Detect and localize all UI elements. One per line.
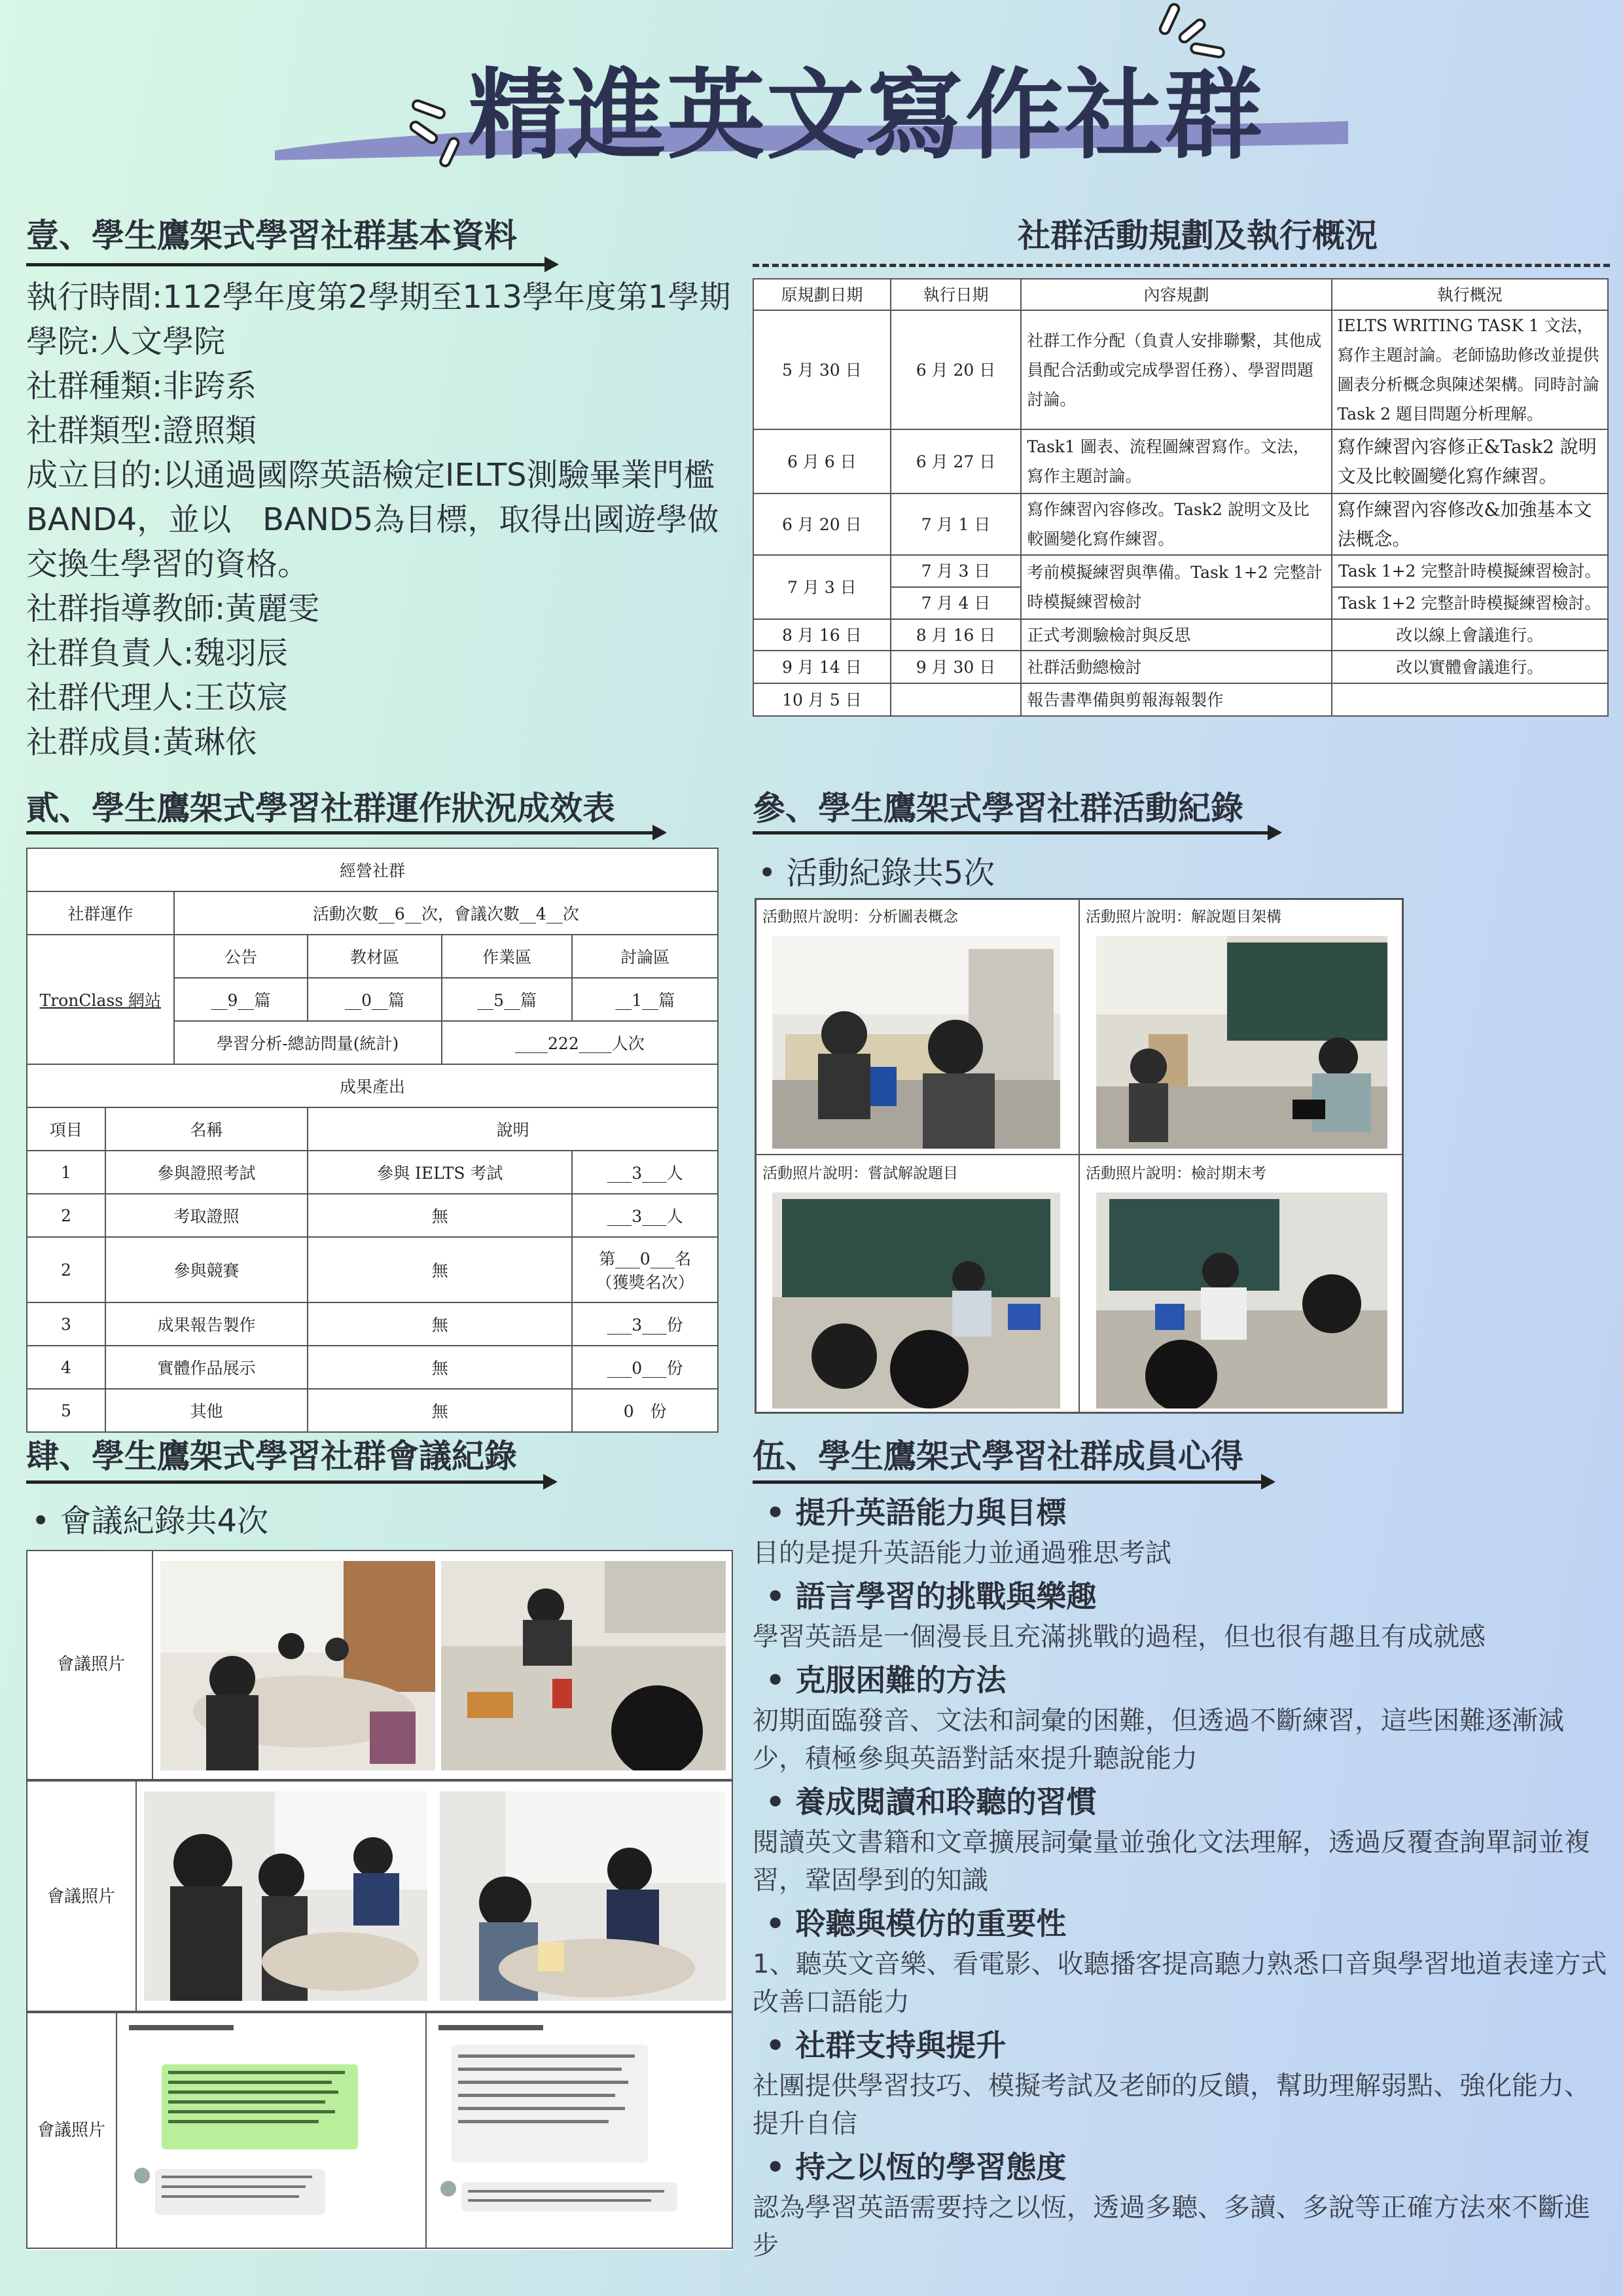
exec-date: 7 月 3 日 [891,555,1022,587]
info-advisor: 社群指導教師:黃麗雯 [26,590,320,627]
activity-photo [772,1193,1060,1408]
photo-caption: 活動照片說明：檢討期末考 [1086,1165,1266,1182]
reflection-body: 目的是提升英語能力並通過雅思考試 [753,1538,1171,1568]
section5-heading: 伍、學生鷹架式學習社群成員心得 [753,1437,1243,1475]
exec-date [891,683,1022,716]
exec-date: 9 月 30 日 [891,651,1022,683]
out-name: 考取證照 [105,1194,308,1237]
out-value-note: （獲獎名次） [596,1273,694,1292]
section3-heading: 參、學生鷹架式學習社群活動紀錄 [753,789,1243,827]
plan-content: 社群活動總檢討 [1021,651,1331,683]
area-header: 討論區 [572,935,718,978]
reflection-heading: • 養成閱讀和聆聽的習慣 [766,1784,1097,1820]
out-desc: 無 [308,1389,572,1432]
exec-status: 改以實體會議進行。 [1332,651,1608,683]
exec-status: 寫作練習內容修改&加強基本文法概念。 [1332,493,1608,555]
plan-content: Task1 圖表、流程圖練習寫作。文法，寫作主題討論。 [1021,429,1331,493]
section2-arrow [26,831,664,834]
site-name: TronClass 網站 [27,935,174,1064]
out-desc: 無 [308,1237,572,1302]
out-desc: 參與 IELTS 考試 [308,1151,572,1194]
info-college: 學院:人文學院 [26,323,226,360]
area-count: __0__篇 [308,978,442,1021]
out-header: 名稱 [105,1107,308,1151]
ops-label: 社群運作 [27,891,174,935]
reflection-body: 閱讀英文書籍和文章擴展詞彙量並強化文法理解，透過反覆查詢單詞並複習，鞏固學到的知識 [753,1827,1590,1895]
reflection-body: 學習英語是一個漫長且充滿挑戰的過程，但也很有趣且有成就感 [753,1622,1486,1652]
out-name: 實體作品展示 [105,1346,308,1389]
section2-heading: 貳、學生鷹架式學習社群運作狀況成效表 [26,789,615,827]
meeting-photo [160,1561,435,1770]
plan-content: 報告書準備與剪報海報製作 [1021,683,1331,716]
photo-caption: 活動照片說明：分析圖表概念 [762,908,958,925]
plan-col-header: 內容規劃 [1021,279,1331,310]
section4-heading: 肆、學生鷹架式學習社群會議紀錄 [26,1437,517,1475]
out-value: 0 份 [572,1389,718,1432]
reflection-heading: • 克服困難的方法 [766,1662,1007,1698]
meeting-photo [440,1791,726,2001]
plan-content: 社群工作分配（負責人安排聯繫，其他成員配合活動或完成學習任務）、學習問題討論。 [1021,310,1331,429]
plan-date: 9 月 14 日 [753,651,891,683]
plan-content: 寫作練習內容修改。Task2 說明文及比較圖變化寫作練習。 [1021,493,1331,555]
activity-photo [1096,1193,1387,1408]
meeting-photo-label: 會議照片 [37,2121,106,2140]
plan-content: 考前模擬練習與準備。Task 1+2 完整計時模擬練習檢討 [1021,555,1331,619]
out-name: 參與競賽 [105,1237,308,1302]
chat-screenshot [432,2018,728,2244]
activity-photo [1096,936,1387,1149]
plan-date: 6 月 20 日 [753,493,891,555]
plan-date: 8 月 16 日 [753,619,891,651]
plan-content: 正式考測驗檢討與反思 [1021,619,1331,651]
area-count: __1__篇 [572,978,718,1021]
exec-date: 6 月 20 日 [891,310,1022,429]
info-purpose: 成立目的:以通過國際英語檢定IELTS測驗畢業門檻BAND4，並以 BAND5為目標，取得出國遊學做交換生學習的資格。 [26,457,719,583]
ops-value: 活動次數__6__次，會議次數__4__次 [174,891,718,935]
exec-status: Task 1+2 完整計時模擬練習檢討。 [1332,555,1608,587]
reflection-body: 社團提供學習技巧、模擬考試及老師的反饋，幫助理解弱點、強化能力、提升自信 [753,2071,1590,2139]
plan-col-header: 原規劃日期 [753,279,891,310]
meeting-photo-label: 會議照片 [47,1887,116,1907]
info-leader: 社群負責人:魏羽辰 [26,635,289,672]
exec-status: IELTS WRITING TASK 1 文法，寫作主題討論。老師協助修改並提供圖表分析概念與陳述架構。同時討論 Task 2 題目問題分析理解。 [1332,310,1608,429]
activity-photo [772,936,1060,1149]
plan-date: 7 月 3 日 [753,555,891,619]
plan-date: 10 月 5 日 [753,683,891,716]
reflection-heading: • 語言學習的挑戰與樂趣 [766,1579,1097,1614]
activity-photo-grid [755,898,1404,1414]
out-name: 參與證照考試 [105,1151,308,1194]
out-value: ___0___份 [572,1346,718,1389]
out-no: 2 [27,1237,105,1302]
out-value [572,1237,718,1302]
ops-title: 經營社群 [27,848,718,891]
analysis-label: 學習分析-總訪問量(統計) [174,1021,442,1064]
chat-screenshot [122,2018,420,2244]
reflection-heading: • 提升英語能力與目標 [766,1495,1067,1530]
out-value: ___3___份 [572,1302,718,1346]
photo-caption: 活動照片說明：解說題目架構 [1086,908,1281,925]
out-desc: 無 [308,1346,572,1389]
exec-date: 8 月 16 日 [891,619,1022,651]
area-header: 公告 [174,935,308,978]
out-desc: 無 [308,1302,572,1346]
plan-date: 5 月 30 日 [753,310,891,429]
reflection-heading: • 聆聽與模仿的重要性 [766,1906,1067,1941]
reflection-heading: • 社群支持與提升 [766,2028,1007,2063]
out-no: 4 [27,1346,105,1389]
exec-date: 7 月 1 日 [891,493,1022,555]
plan-col-header: 執行概況 [1332,279,1608,310]
exec-status: Task 1+2 完整計時模擬練習檢討。 [1332,587,1608,619]
info-kind: 社群種類:非跨系 [26,368,257,404]
activity-count: • 活動紀錄共5次 [758,855,995,891]
out-desc: 無 [308,1194,572,1237]
plan-table [753,278,1609,717]
operation-table [26,848,719,1433]
meeting-photo [441,1561,726,1770]
info-deputy: 社群代理人:王苡宸 [26,679,289,716]
area-count: __5__篇 [442,978,573,1021]
out-value: ___3___人 [572,1151,718,1194]
reflection-body: 初期面臨發音、文法和詞彙的困難，但透過不斷練習，這些困難逐漸減少，積極參與英語對話來提升聽說能力 [753,1706,1564,1774]
sparkle-left-icon [406,98,484,170]
reflection-body: 1、聽英文音樂、看電影、收聽播客提高聽力熟悉口音與學習地道表達方式改善口語能力 [753,1949,1607,2017]
output-title: 成果產出 [27,1064,718,1107]
out-no: 3 [27,1302,105,1346]
out-name: 成果報告製作 [105,1302,308,1346]
meeting-photo-label: 會議照片 [57,1655,126,1674]
area-header: 教材區 [308,935,442,978]
sparkle-right-icon [1152,0,1230,72]
plan-col-header: 執行日期 [891,279,1022,310]
meeting-photo [144,1791,427,2001]
analysis-value: ____222____人次 [442,1021,718,1064]
reflection-heading: • 持之以恆的學習態度 [766,2149,1067,2185]
plan-date: 6 月 6 日 [753,429,891,493]
meeting-count: • 會議紀錄共4次 [31,1503,269,1539]
section1-arrow [26,263,556,266]
out-header: 說明 [308,1107,718,1151]
out-no: 2 [27,1194,105,1237]
section5-arrow [753,1480,1273,1484]
out-no: 5 [27,1389,105,1432]
exec-date: 7 月 4 日 [891,587,1022,619]
area-header: 作業區 [442,935,573,978]
info-member: 社群成員:黃琳依 [26,724,257,761]
out-header: 項目 [27,1107,105,1151]
photo-caption: 活動照片說明：嘗試解說題目 [762,1165,958,1182]
plan-heading: 社群活動規劃及執行概況 [1018,217,1378,255]
plan-dashed-divider [753,264,1610,267]
info-type: 社群類型:證照類 [26,412,257,449]
exec-status [1332,683,1608,716]
basic-info [26,275,740,764]
meeting-photo-table [26,1550,733,2250]
reflection-body: 認為學習英語需要持之以恆，透過多聽、多讀、多說等正確方法來不斷進步 [753,2193,1590,2261]
exec-status: 改以線上會議進行。 [1332,619,1608,651]
exec-date: 6 月 27 日 [891,429,1022,493]
page-title: 精進英文寫作社群 [468,59,1264,173]
out-value-rank: 第___0___名 [599,1249,692,1268]
area-count: __9__篇 [174,978,308,1021]
exec-status: 寫作練習內容修正&Task2 說明文及比較圖變化寫作練習。 [1332,429,1608,493]
out-no: 1 [27,1151,105,1194]
section3-arrow [753,831,1279,834]
section1-heading: 壹、學生鷹架式學習社群基本資料 [26,217,517,255]
out-name: 其他 [105,1389,308,1432]
member-reflections [753,1491,1610,2267]
section4-arrow [26,1480,555,1484]
info-period: 執行時間:112學年度第2學期至113學年度第1學期 [26,279,731,315]
out-value: ___3___人 [572,1194,718,1237]
